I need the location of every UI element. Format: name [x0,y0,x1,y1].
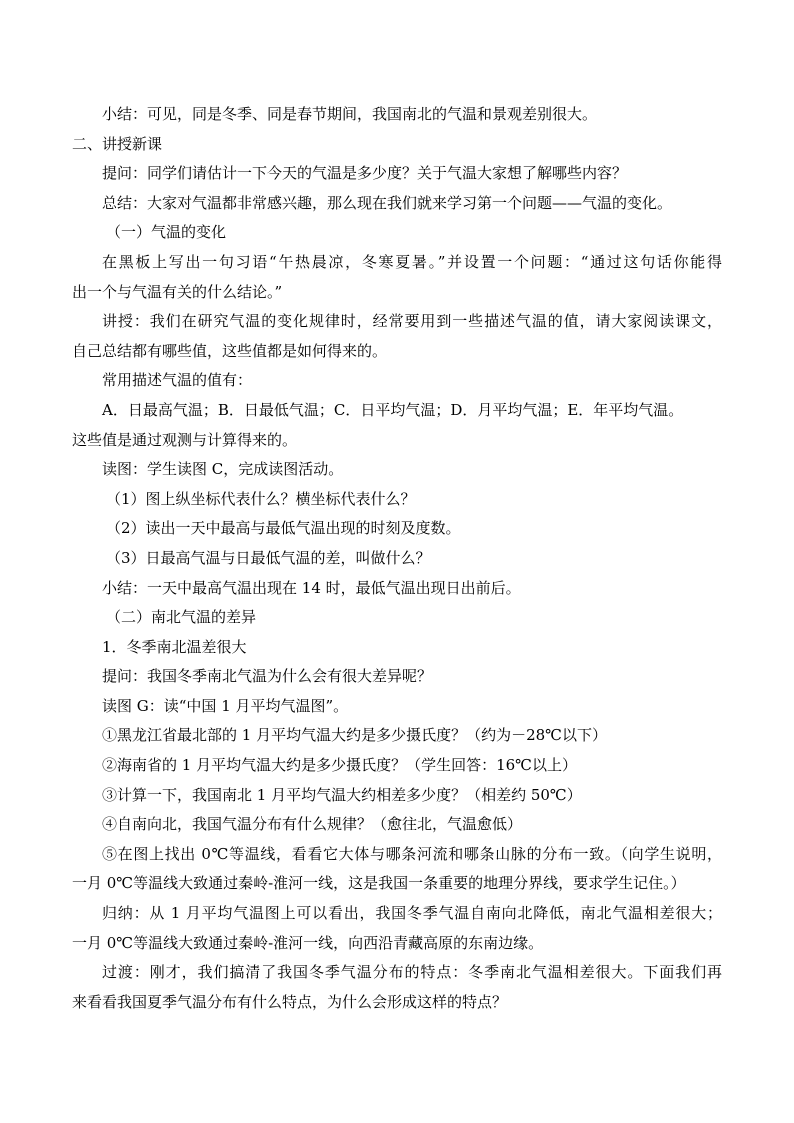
paragraph-line: 总结：大家对气温都非常感兴趣，那么现在我们就来学习第一个问题——气温的变化。 [102,193,673,212]
paragraph-line: 提问：我国冬季南北气温为什么会有很大差异呢？ [102,667,433,686]
paragraph-line: ①黑龙江省最北部的 1 月平均气温大约是多少摄氏度？（约为－28℃以下） [102,726,607,745]
paragraph-line: 读图 G：读“中国 1 月平均气温图”。 [102,696,349,715]
paragraph-line: 自己总结都有哪些值，这些值都是如何得来的。 [72,341,388,360]
paragraph-line: ⑤在图上找出 0℃等温线，看看它大体与哪条河流和哪条山脉的分布一致。（向学生说明， [102,844,722,863]
paragraph-line: 1．冬季南北温差很大 [102,637,247,656]
paragraph-line: 读图：学生读图 C，完成读图活动。 [102,460,344,479]
paragraph-line: 小结：一天中最高气温出现在 14 时，最低气温出现日出前后。 [102,578,521,597]
paragraph-line: 一月 0℃等温线大致通过秦岭-淮河一线，向西沿青藏高原的东南边缘。 [72,933,544,952]
paragraph-line: （3）日最高气温与日最低气温的差，叫做什么？ [106,548,431,567]
paragraph-line: （一）气温的变化 [106,223,227,242]
paragraph-line: （1）图上纵坐标代表什么？横坐标代表什么？ [106,489,416,508]
paragraph-line: 这些值是通过观测与计算得来的。 [72,430,298,449]
paragraph-line: 过渡：刚才，我们搞清了我国冬季气温分布的特点：冬季南北气温相差很大。下面我们再 [102,963,722,982]
paragraph-line: 出一个与气温有关的什么结论。” [72,282,283,301]
paragraph-line: A．日最高气温；B．日最低气温；C．日平均气温；D．月平均气温；E．年平均气温。 [102,400,684,419]
paragraph-line: 常用描述气温的值有： [102,371,253,390]
paragraph-line: ④自南向北，我国气温分布有什么规律？（愈往北，气温愈低） [102,815,523,834]
paragraph-line: （2）读出一天中最高与最低气温出现的时刻及度数。 [106,519,461,538]
paragraph-line: ②海南省的 1 月平均气温大约是多少摄氏度？（学生回答：16℃以上） [102,756,577,775]
paragraph-line: ③计算一下，我国南北 1 月平均气温大约相差多少度？（相差约 50℃） [102,785,582,804]
paragraph-line: （二）南北气温的差异 [106,608,257,627]
paragraph-line: 在黑板上写出一句习语“午热晨凉，冬寒夏暑。”并设置一个问题：“通过这句话你能得 [102,252,722,271]
paragraph-line: 归纳：从 1 月平均气温图上可以看出，我国冬季气温自南向北降低，南北气温相差很大； [102,904,722,923]
paragraph-line: 二、讲授新课 [72,134,163,153]
paragraph-line: 一月 0℃等温线大致通过秦岭-淮河一线，这是我国一条重要的地理分界线，要求学生记住。） [72,874,686,893]
paragraph-line: 小结：可见，同是冬季、同是春节期间，我国南北的气温和景观差别很大。 [102,105,598,123]
paragraph-line: 提问：同学们请估计一下今天的气温是多少度？关于气温大家想了解哪些内容？ [102,164,628,183]
paragraph-line: 讲授：我们在研究气温的变化规律时，经常要用到一些描述气温的值，请大家阅读课文， [102,312,722,331]
document-page [72,100,722,1017]
paragraph-line: 来看看我国夏季气温分布有什么特点，为什么会形成这样的特点？ [72,992,508,1011]
